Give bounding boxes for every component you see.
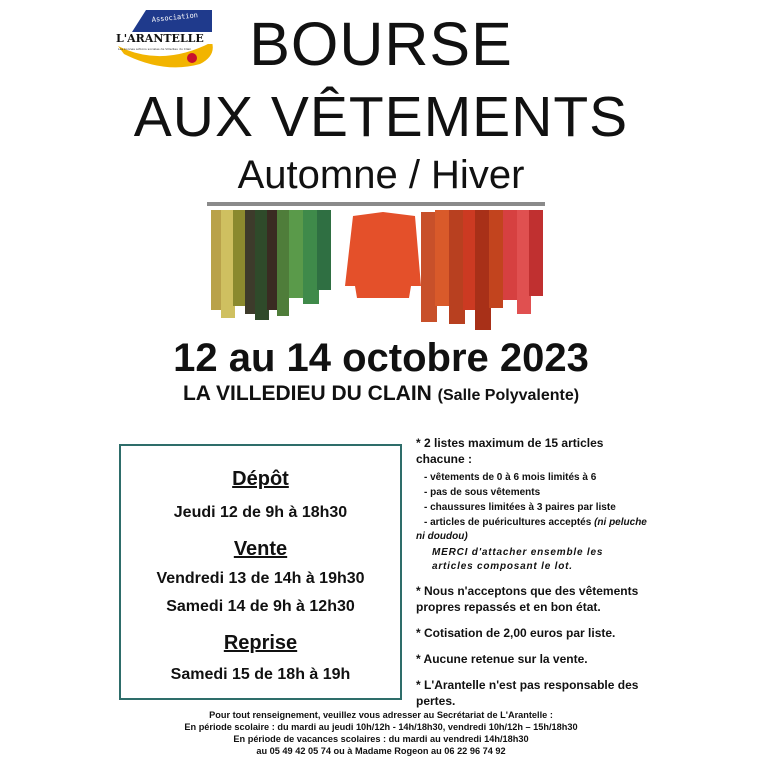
rule-bullet-3: - chaussures limitées à 3 paires par liste [424,502,616,513]
footer-line4: au 05 49 42 05 74 ou à Madame Rogeon au 06 22 96 74 92 [256,746,506,756]
rule-bullet-2: - pas de sous vêtements [424,487,541,498]
depot-time: Jeudi 12 de 9h à 18h30 [173,504,348,521]
rule-bullet-4-cont: ni doudou) [416,531,468,542]
cotisation-note: * Cotisation de 2,00 euros par liste. [416,626,616,640]
event-place [0,381,762,409]
rule-bullet-4-text: - articles de puéricultures acceptés [424,517,592,528]
rule-bullet-4 [424,516,647,529]
merci-line1: MERCI d'attacher ensemble les [432,547,604,558]
clothes-rack-image [207,198,545,336]
responsabilite-line2: pertes. [416,694,456,708]
rule-bullet-1: - vêtements de 0 à 6 mois limités à 6 [424,472,597,483]
svg-text:Association: Association [151,11,199,24]
footer-line2: En période scolaire : du mardi au jeudi 10h/12h - 14h/18h30, vendredi 10h/12h – 15h/18h30 [184,722,578,732]
merci-line2: articles composant le lot. [432,561,573,572]
vente-time-saturday: Samedi 14 de 9h à 12h30 [166,598,355,615]
rule-bullet-4-italic: (ni peluche [594,517,647,528]
retenue-note: * Aucune retenue sur la vente. [416,652,588,666]
schedule-box [119,444,402,700]
reprise-heading: Reprise [223,632,298,654]
vente-heading: Vente [233,538,288,560]
accept-line1: * Nous n'acceptons que des vêtements [416,584,639,598]
reprise-time: Samedi 15 de 18h à 19h [170,666,351,683]
event-town: LA VILLEDIEU DU CLAIN [182,382,432,405]
responsabilite-line1: * L'Arantelle n'est pas responsable des [416,678,639,692]
vente-time-friday: Vendredi 13 de 14h à 19h30 [156,570,365,587]
accept-line2: propres repassés et en bon état. [416,600,601,614]
title-aux-vetements: AUX VÊTEMENTS [133,85,629,149]
event-date: 12 au 14 octobre 2023 [173,336,589,380]
event-venue: (Salle Polyvalente) [437,387,580,404]
lists-line2: chacune : [416,452,473,466]
svg-text:L'ARANTELLE: L'ARANTELLE [116,32,204,45]
footer-line1: Pour tout renseignement, veuillez vous adresser au Secrétariat de L'Arantelle : [209,710,553,720]
depot-heading: Dépôt [232,468,289,490]
footer-line3: En période de vacances scolaires : du mardi au vendredi 14h/18h30 [233,734,529,744]
svg-text:Les bonnes actions sociales de: Les bonnes actions sociales de Villedieu du Clain [118,47,192,51]
title-bourse: BOURSE [249,10,513,78]
title-season: Automne / Hiver [237,153,525,197]
lists-line1: * 2 listes maximum de 15 articles [416,436,604,450]
